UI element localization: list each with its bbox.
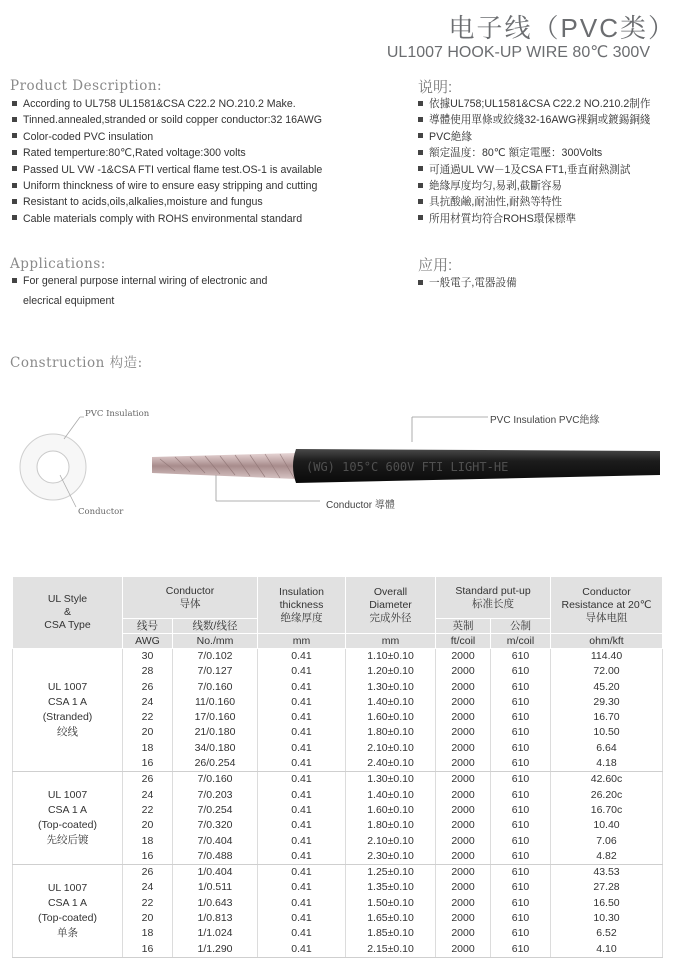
cell-putup-ft: 2000 [436, 695, 491, 710]
bullet-icon [418, 117, 423, 122]
cell-resistance: 6.52 [551, 926, 663, 941]
description-item-cn-1 [418, 96, 651, 112]
cell-resistance: 114.40 [551, 649, 663, 665]
cell-strand: 7/0.254 [173, 803, 258, 818]
col-header-insulation: Insulation thickness 绝缘厚度 [258, 577, 346, 634]
col-header-style: UL Style & CSA Type [13, 577, 123, 649]
cell-awg: 18 [123, 834, 173, 849]
conductor-strands-icon [152, 453, 296, 479]
cell-insulation: 0.41 [258, 741, 346, 756]
bullet-icon [12, 133, 17, 138]
cell-putup-ft: 2000 [436, 664, 491, 679]
cell-awg: 20 [123, 725, 173, 740]
cell-putup-m: 610 [491, 695, 551, 710]
description-item-cn-5 [418, 162, 651, 178]
bullet-icon [418, 183, 423, 188]
description-item-cn-text: 具抗酸鹼,耐油性,耐熱等特性 [429, 196, 563, 209]
cell-diameter: 1.10±0.10 [346, 649, 436, 665]
cell-insulation: 0.41 [258, 865, 346, 881]
cell-awg: 22 [123, 896, 173, 911]
cell-resistance: 42.60c [551, 772, 663, 788]
cell-strand: 7/0.102 [173, 649, 258, 665]
cell-strand: 7/0.404 [173, 834, 258, 849]
bullet-icon [12, 150, 17, 155]
description-item-en-7 [12, 194, 322, 210]
callout-conductor: Conductor 導體 [326, 500, 395, 511]
description-item-cn-text: 額定温度：80℃ 額定電壓：300Volts [429, 147, 603, 160]
wire-style-cell: UL 1007 CSA 1 A (Top-coated) 先绞后镀 [13, 772, 123, 865]
description-item-cn-text: 所用材質均符合ROHS環保標準 [429, 212, 577, 225]
cell-awg: 26 [123, 680, 173, 695]
cell-diameter: 2.40±0.10 [346, 756, 436, 772]
cell-putup-ft: 2000 [436, 865, 491, 881]
description-item-cn-3 [418, 129, 651, 145]
applications-title-cn: 应用: [418, 257, 453, 274]
page-title-en: UL1007 HOOK-UP WIRE 80℃ 300V [386, 44, 650, 61]
application-text-cn: 一般電子,電器設備 [429, 277, 517, 289]
cell-putup-ft: 2000 [436, 710, 491, 725]
spec-table-body [13, 649, 663, 958]
cell-putup-m: 610 [491, 818, 551, 833]
cell-putup-m: 610 [491, 926, 551, 941]
cell-putup-m: 610 [491, 725, 551, 740]
cell-putup-ft: 2000 [436, 896, 491, 911]
cell-putup-m: 610 [491, 741, 551, 756]
cell-insulation: 0.41 [258, 849, 346, 865]
description-item-cn-text: 依據UL758;UL1581&CSA C22.2 NO.210.2制作 [429, 98, 651, 110]
cell-awg: 16 [123, 756, 173, 772]
cell-diameter: 1.80±0.10 [346, 725, 436, 740]
cell-awg: 20 [123, 818, 173, 833]
cell-insulation: 0.41 [258, 772, 346, 788]
cell-insulation: 0.41 [258, 725, 346, 740]
cell-strand: 7/0.160 [173, 772, 258, 788]
cell-diameter: 2.10±0.10 [346, 741, 436, 756]
cell-resistance: 4.82 [551, 849, 663, 865]
cell-resistance: 45.20 [551, 680, 663, 695]
cell-resistance: 16.50 [551, 896, 663, 911]
cell-putup-m: 610 [491, 896, 551, 911]
bullet-icon [12, 278, 17, 283]
cell-putup-ft: 2000 [436, 880, 491, 895]
cell-strand: 7/0.203 [173, 788, 258, 803]
unit-putup-en: ft/coil [436, 634, 491, 649]
description-title: Product Description: [10, 78, 163, 94]
cell-putup-ft: 2000 [436, 849, 491, 865]
cell-putup-m: 610 [491, 788, 551, 803]
description-item-en-text: Rated temperture:80℃,Rated voltage:300 volts [23, 147, 246, 160]
col-header-awg-cn: 线号 [123, 619, 173, 634]
cell-resistance: 72.00 [551, 664, 663, 679]
bullet-icon [418, 199, 423, 204]
cell-putup-ft: 2000 [436, 942, 491, 958]
cell-strand: 1/0.643 [173, 896, 258, 911]
bullet-icon [418, 101, 423, 106]
cell-awg: 26 [123, 865, 173, 881]
cell-insulation: 0.41 [258, 803, 346, 818]
unit-awg: AWG [123, 634, 173, 649]
description-item-cn-text: 絶緣厚度均匀,易剥,截斷容易 [429, 179, 563, 192]
cell-awg: 22 [123, 803, 173, 818]
description-item-en-text: Uniform thinckness of wire to ensure easy stripping and cutting [23, 179, 318, 192]
cell-insulation: 0.41 [258, 710, 346, 725]
cell-resistance: 4.18 [551, 756, 663, 772]
cell-resistance: 26.20c [551, 788, 663, 803]
cell-resistance: 7.06 [551, 834, 663, 849]
cell-strand: 7/0.127 [173, 664, 258, 679]
cell-putup-m: 610 [491, 865, 551, 881]
table-row [13, 865, 663, 881]
cell-awg: 30 [123, 649, 173, 665]
bullet-icon [12, 117, 17, 122]
cell-putup-m: 610 [491, 664, 551, 679]
cell-strand: 34/0.180 [173, 741, 258, 756]
cell-strand: 7/0.160 [173, 680, 258, 695]
bullet-icon [418, 215, 423, 220]
application-item-cn [418, 275, 517, 290]
cell-diameter: 2.30±0.10 [346, 849, 436, 865]
unit-strand: No./mm [173, 634, 258, 649]
description-item-en-text: Color-coded PVC insulation [23, 130, 154, 143]
cell-putup-ft: 2000 [436, 834, 491, 849]
table-row [13, 772, 663, 788]
cell-diameter: 1.35±0.10 [346, 880, 436, 895]
description-item-en-2 [12, 112, 322, 128]
cell-strand: 1/0.511 [173, 880, 258, 895]
cell-awg: 24 [123, 695, 173, 710]
description-item-cn-text: 可通過UL VW－1及CSA FT1,垂直耐熱測試 [429, 163, 631, 176]
cell-awg: 16 [123, 942, 173, 958]
unit-diameter: mm [346, 634, 436, 649]
cell-resistance: 16.70 [551, 710, 663, 725]
unit-putup-cn: m/coil [491, 634, 551, 649]
description-item-cn-8 [418, 211, 651, 227]
cell-putup-m: 610 [491, 649, 551, 665]
cell-putup-ft: 2000 [436, 788, 491, 803]
cell-putup-ft: 2000 [436, 725, 491, 740]
description-item-en-3 [12, 129, 322, 145]
cell-diameter: 1.30±0.10 [346, 772, 436, 788]
cell-diameter: 2.15±0.10 [346, 942, 436, 958]
description-item-cn-text: 導體使用單條或絞綫32-16AWG裸銅或鍍錫銅綫 [429, 114, 651, 127]
cell-insulation: 0.41 [258, 834, 346, 849]
description-item-en-1 [12, 96, 322, 112]
cell-insulation: 0.41 [258, 664, 346, 679]
bullet-icon [12, 101, 17, 106]
spec-table [12, 576, 663, 958]
cell-diameter: 1.40±0.10 [346, 788, 436, 803]
cell-strand: 1/1.290 [173, 942, 258, 958]
description-item-cn-7 [418, 194, 651, 210]
cell-strand: 21/0.180 [173, 725, 258, 740]
cell-putup-ft: 2000 [436, 803, 491, 818]
bullet-icon [12, 215, 17, 220]
wire-style-cell: UL 1007 CSA 1 A (Top-coated) 单条 [13, 865, 123, 958]
bullet-icon [12, 199, 17, 204]
cell-strand: 1/0.813 [173, 911, 258, 926]
cell-strand: 11/0.160 [173, 695, 258, 710]
cell-insulation: 0.41 [258, 880, 346, 895]
cell-resistance: 29.30 [551, 695, 663, 710]
cell-putup-ft: 2000 [436, 911, 491, 926]
application-line-1: For general purpose internal wiring of electronic and [23, 275, 268, 287]
application-line-2: elecrical equipment [23, 295, 115, 307]
cell-awg: 22 [123, 710, 173, 725]
col-header-putup-en: 英制 [436, 619, 491, 634]
page-title-cn: 电子线（PVC类） [448, 13, 676, 43]
cell-putup-ft: 2000 [436, 756, 491, 772]
cross-section-icon [20, 434, 86, 500]
cell-strand: 26/0.254 [173, 756, 258, 772]
cell-resistance: 6.64 [551, 741, 663, 756]
cell-insulation: 0.41 [258, 756, 346, 772]
cell-diameter: 2.10±0.10 [346, 834, 436, 849]
cell-diameter: 1.80±0.10 [346, 818, 436, 833]
cell-awg: 24 [123, 788, 173, 803]
description-item-cn-6 [418, 178, 651, 194]
cell-insulation: 0.41 [258, 680, 346, 695]
cell-strand: 7/0.320 [173, 818, 258, 833]
cell-awg: 18 [123, 926, 173, 941]
cell-diameter: 1.65±0.10 [346, 911, 436, 926]
cell-insulation: 0.41 [258, 788, 346, 803]
cell-putup-m: 610 [491, 849, 551, 865]
cell-putup-m: 610 [491, 772, 551, 788]
cell-resistance: 27.28 [551, 880, 663, 895]
cell-putup-m: 610 [491, 880, 551, 895]
cell-putup-ft: 2000 [436, 741, 491, 756]
cell-insulation: 0.41 [258, 926, 346, 941]
label-conductor: Conductor [78, 507, 124, 517]
cell-strand: 1/0.404 [173, 865, 258, 881]
col-header-conductor: Conductor 导体 [123, 577, 258, 619]
cell-awg: 28 [123, 664, 173, 679]
col-header-diameter: Overall Diameter 完成外径 [346, 577, 436, 634]
bullet-icon [418, 133, 423, 138]
cell-insulation: 0.41 [258, 942, 346, 958]
unit-insulation: mm [258, 634, 346, 649]
cell-strand: 7/0.488 [173, 849, 258, 865]
description-item-cn-2 [418, 112, 651, 128]
wire-style-cell: UL 1007 CSA 1 A (Stranded) 绞线 [13, 649, 123, 772]
cell-putup-m: 610 [491, 911, 551, 926]
col-header-putup-cn: 公制 [491, 619, 551, 634]
description-item-en-text: Cable materials comply with ROHS environmental standard [23, 212, 303, 225]
bullet-icon [12, 183, 17, 188]
description-title-cn: 说明: [418, 79, 453, 96]
cell-insulation: 0.41 [258, 896, 346, 911]
cell-diameter: 1.25±0.10 [346, 865, 436, 881]
col-header-resistance: Conductor Resistance at 20℃ 导体电阻 [551, 577, 663, 634]
description-item-en-4 [12, 145, 322, 161]
description-item-en-8 [12, 211, 322, 227]
cell-insulation: 0.41 [258, 695, 346, 710]
cell-awg: 20 [123, 911, 173, 926]
cell-diameter: 1.85±0.10 [346, 926, 436, 941]
cell-diameter: 1.40±0.10 [346, 695, 436, 710]
cell-resistance: 4.10 [551, 942, 663, 958]
cell-resistance: 10.50 [551, 725, 663, 740]
cell-putup-m: 610 [491, 942, 551, 958]
construction-title: Construction 构造: [10, 355, 143, 371]
cell-insulation: 0.41 [258, 818, 346, 833]
cell-resistance: 10.40 [551, 818, 663, 833]
cell-insulation: 0.41 [258, 649, 346, 665]
bullet-icon [418, 280, 423, 285]
description-item-en-text: Tinned.annealed,stranded or soild copper conductor:32 16AWG [23, 114, 322, 127]
application-item-en [12, 275, 267, 287]
cell-strand: 1/1.024 [173, 926, 258, 941]
cell-putup-ft: 2000 [436, 818, 491, 833]
cell-diameter: 1.50±0.10 [346, 896, 436, 911]
bullet-icon [418, 166, 423, 171]
cell-diameter: 1.30±0.10 [346, 680, 436, 695]
description-item-en-6 [12, 178, 322, 194]
cell-putup-m: 610 [491, 756, 551, 772]
description-item-en-text: Passed UL VW -1&CSA FTI vertical flame test.OS-1 is available [23, 163, 323, 176]
cell-putup-ft: 2000 [436, 649, 491, 665]
bullet-icon [12, 166, 17, 171]
cell-diameter: 1.20±0.10 [346, 664, 436, 679]
label-pvc-insulation: PVC Insulation [85, 409, 150, 419]
cell-diameter: 1.60±0.10 [346, 803, 436, 818]
description-item-en-text: Resistant to acids,oils,alkalies,moisture and fungus [23, 196, 263, 209]
cell-putup-m: 610 [491, 710, 551, 725]
cell-strand: 17/0.160 [173, 710, 258, 725]
description-list-en [12, 96, 322, 227]
wire-print-text: (WG) 105°C 600V FTI LIGHT-HE [306, 460, 509, 474]
cell-putup-ft: 2000 [436, 926, 491, 941]
col-header-strand-cn: 线数/线径 [173, 619, 258, 634]
cell-awg: 26 [123, 772, 173, 788]
description-list-cn [418, 96, 651, 227]
cell-resistance: 43.53 [551, 865, 663, 881]
description-item-cn-4 [418, 145, 651, 161]
cell-putup-m: 610 [491, 834, 551, 849]
description-item-en-text: According to UL758 UL1581&CSA C22.2 NO.210.2 Make. [23, 98, 296, 110]
cell-resistance: 10.30 [551, 911, 663, 926]
description-item-cn-text: PVC絶緣 [429, 130, 472, 143]
applications-title: Applications: [10, 256, 106, 272]
callout-insulation: PVC Insulation PVC絶緣 [490, 415, 600, 426]
unit-resistance: ohm/kft [551, 634, 663, 649]
cell-diameter: 1.60±0.10 [346, 710, 436, 725]
cell-putup-ft: 2000 [436, 772, 491, 788]
cell-awg: 16 [123, 849, 173, 865]
cell-putup-ft: 2000 [436, 680, 491, 695]
cell-resistance: 16.70c [551, 803, 663, 818]
description-item-en-5 [12, 162, 322, 178]
col-header-putup: Standard put-up 标准长度 [436, 577, 551, 619]
bullet-icon [418, 150, 423, 155]
cell-awg: 24 [123, 880, 173, 895]
cell-putup-m: 610 [491, 803, 551, 818]
cell-insulation: 0.41 [258, 911, 346, 926]
cell-awg: 18 [123, 741, 173, 756]
table-row [13, 649, 663, 665]
cell-putup-m: 610 [491, 680, 551, 695]
